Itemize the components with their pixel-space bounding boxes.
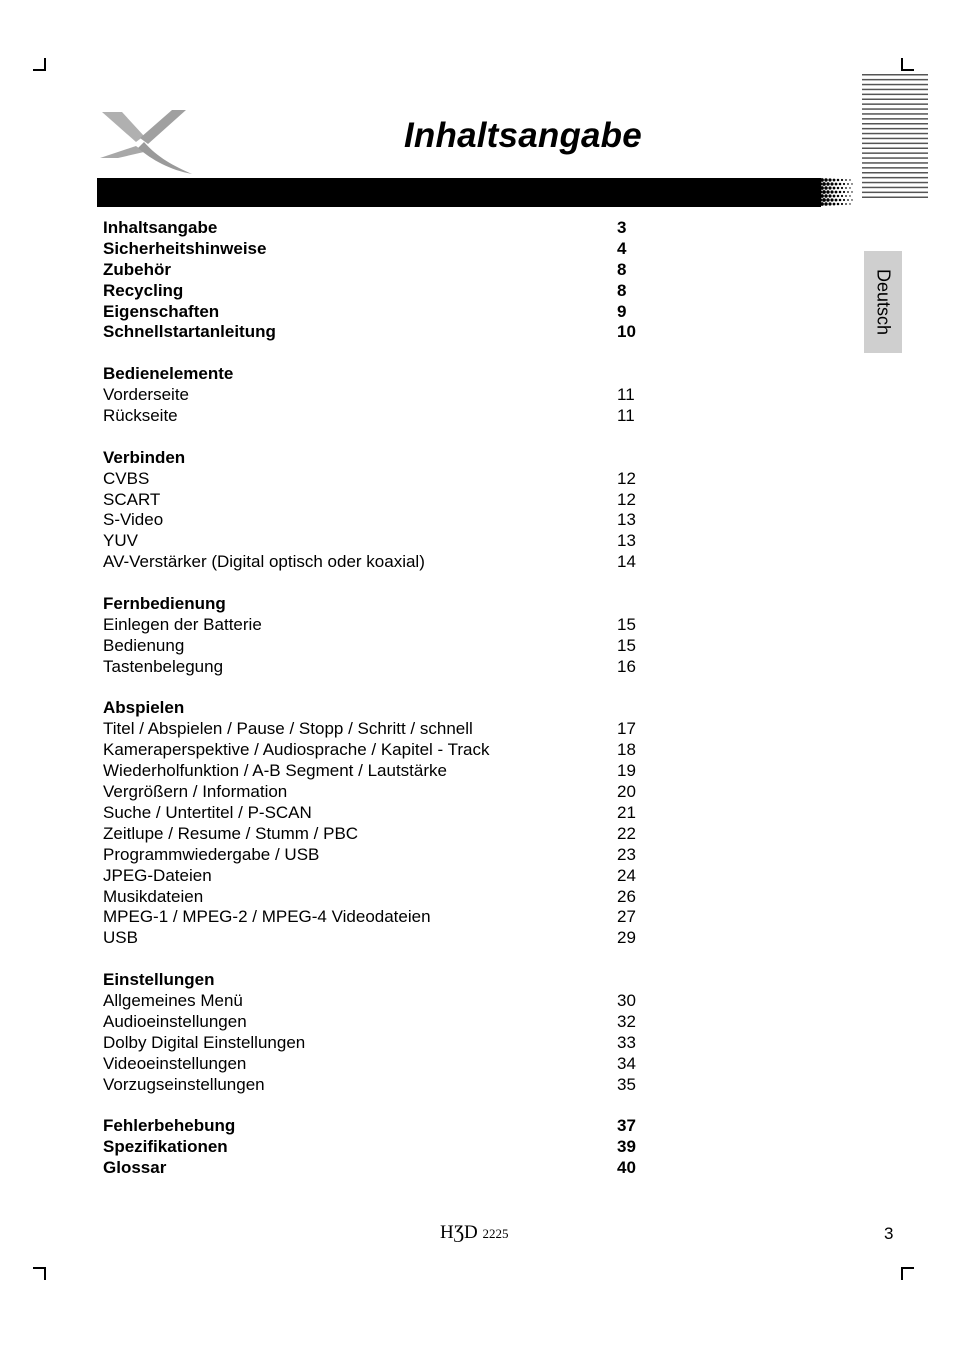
toc-group-gap [103, 573, 663, 594]
toc-entry-label: Fernbedienung [103, 594, 226, 614]
toc-entry-page: 32 [617, 1011, 636, 1031]
toc-entry-label: Eigenschaften [103, 301, 220, 321]
toc-entry-page: 11 [617, 406, 635, 426]
stripe-line [862, 192, 928, 194]
stripe-line [862, 197, 928, 199]
dot [841, 195, 843, 197]
dot [847, 191, 849, 193]
dot [839, 183, 842, 186]
stripe-line [862, 157, 928, 159]
toc-group-gap [103, 678, 663, 699]
toc-entry [103, 322, 663, 343]
toc-entry-label: Fehlerbehebung [103, 1116, 236, 1136]
dot [833, 179, 836, 182]
toc-entry [103, 824, 663, 845]
toc-entry-page: 30 [617, 990, 636, 1010]
toc-entry-page: 23 [617, 844, 636, 864]
dot [835, 191, 838, 194]
stripe-line [862, 177, 928, 179]
toc-entry-label: Kameraperspektive / Audiosprache / Kapitel - Track [103, 740, 490, 760]
toc-entry-label: Glossar [103, 1158, 167, 1178]
dot [830, 190, 833, 193]
dot [849, 187, 850, 188]
dot [826, 198, 830, 202]
toc-entry-label: Tastenbelegung [103, 656, 224, 676]
toc-entry-page: 14 [617, 552, 636, 572]
dot [816, 194, 820, 198]
dot [818, 190, 822, 194]
toc-entry [103, 991, 663, 1012]
model-name [440, 1222, 508, 1244]
dot [833, 195, 836, 198]
toc-entry [103, 531, 663, 552]
toc-entry [103, 928, 663, 949]
stripe-line [862, 167, 928, 169]
dot [835, 183, 838, 186]
dot [830, 182, 833, 185]
toc-group-gap [103, 343, 663, 364]
dot [822, 198, 826, 202]
dot [845, 203, 847, 205]
stripe-line [862, 108, 928, 110]
toc-entry-page: 29 [617, 928, 636, 948]
dot [837, 179, 840, 182]
toc-entry [103, 302, 663, 323]
toc-entry-page: 12 [617, 468, 636, 488]
dot [824, 194, 828, 198]
toc-entry-page: 11 [617, 385, 635, 405]
toc-entry [103, 636, 663, 657]
stripe-line [862, 172, 928, 174]
dot [841, 203, 843, 205]
dot [828, 202, 831, 205]
page-number: 3 [884, 1224, 894, 1243]
toc-entry-page: 39 [617, 1137, 636, 1157]
toc-entry [103, 594, 663, 615]
toc-entry-label: Vergrößern / Information [103, 782, 288, 802]
toc-entry-page: 15 [617, 635, 636, 655]
toc-entry-page: 19 [617, 761, 636, 781]
toc-entry [103, 385, 663, 406]
dot [826, 190, 830, 194]
toc-entry [103, 845, 663, 866]
model-number: 2225 [482, 1226, 509, 1241]
stripe-line [862, 148, 928, 150]
toc-entry-label: Inhaltsangabe [103, 218, 218, 237]
stripe-line [862, 118, 928, 120]
toc-entry-page: 33 [617, 1032, 636, 1052]
toc-entry-label: YUV [103, 531, 138, 551]
toc-entry-page: 35 [617, 1074, 636, 1094]
dot [835, 199, 838, 202]
dot [820, 194, 824, 198]
dot [822, 182, 826, 186]
dot [845, 195, 847, 197]
toc-group-gap [103, 949, 663, 970]
dot [845, 179, 847, 181]
toc-entry [103, 1137, 663, 1158]
toc-entry [103, 406, 663, 427]
toc-entry-page: 8 [617, 280, 627, 300]
toc-entry [103, 887, 663, 908]
toc-entry [103, 970, 663, 991]
toc-entry-label: USB [103, 928, 138, 948]
toc-entry-label: Vorderseite [103, 385, 189, 405]
toc-entry [103, 866, 663, 887]
stripe-line [862, 79, 928, 81]
dot [826, 182, 830, 186]
stripe-line [862, 84, 928, 86]
toc-entry-label: Wiederholfunktion / A-B Segment / Lautstärke [103, 761, 447, 781]
toc-entry [103, 1033, 663, 1054]
toc-entry [103, 239, 663, 260]
toc-entry-page: 17 [617, 719, 636, 739]
language-tab [864, 251, 902, 353]
toc-entry [103, 552, 663, 573]
stripe-line [862, 133, 928, 135]
toc-entry [103, 740, 663, 761]
toc-entry-page: 20 [617, 782, 636, 802]
toc-entry-label: Dolby Digital Einstellungen [103, 1032, 306, 1052]
dot [833, 203, 836, 206]
dot [839, 199, 842, 202]
toc-entry [103, 761, 663, 782]
toc-entry-label: Abspielen [103, 698, 185, 718]
stripe-line [862, 74, 928, 76]
dot [828, 186, 831, 189]
toc-entry-label: Audioeinstellungen [103, 1011, 247, 1031]
toc-entry [103, 281, 663, 302]
dot [839, 191, 842, 194]
dot [837, 195, 840, 198]
stripe-line [862, 94, 928, 96]
dot [824, 186, 828, 190]
stripe-line [862, 162, 928, 164]
dot [849, 179, 850, 180]
stripe-line [862, 113, 928, 115]
stripe-line [862, 89, 928, 91]
toc-entry-label: Recycling [103, 280, 184, 300]
dot [847, 199, 849, 201]
toc-entry-page: 13 [617, 531, 636, 551]
toc-entry-page: 13 [617, 510, 636, 530]
toc-entry-label: Sicherheitshinweise [103, 238, 267, 258]
toc-entry [103, 803, 663, 824]
dot [851, 199, 852, 200]
dot [843, 199, 845, 201]
toc-group-gap [103, 427, 663, 448]
toc-entry-label: Zeitlupe / Resume / Stumm / PBC [103, 823, 359, 843]
toc-entry-page: 15 [617, 614, 636, 634]
toc-entry [103, 1075, 663, 1096]
toc-entry [103, 1158, 663, 1179]
toc-entry-label: CVBS [103, 468, 150, 488]
toc-entry [103, 1012, 663, 1033]
stripe-line [862, 187, 928, 189]
toc-entry-page: 34 [617, 1053, 636, 1073]
dot [816, 186, 820, 190]
model-prefix: HƷD [440, 1222, 478, 1243]
toc-entry [103, 907, 663, 928]
toc-entry-label: Bedienelemente [103, 364, 234, 384]
toc-entry-page: 40 [617, 1158, 636, 1178]
dot [830, 198, 833, 201]
dot [849, 195, 850, 196]
dot [833, 187, 836, 190]
dot [818, 182, 822, 186]
dot [818, 198, 822, 202]
toc-entry [103, 1116, 663, 1137]
dot [843, 191, 845, 193]
header-bar-dot-pattern [815, 178, 853, 207]
toc-entry-label: Verbinden [103, 447, 186, 467]
toc-entry-label: Zubehör [103, 259, 171, 279]
toc-entry-label: Vorzugseinstellungen [103, 1074, 265, 1094]
dot [851, 183, 852, 184]
toc-entry-label: Titel / Abspielen / Pause / Stopp / Schritt / schnell [103, 719, 473, 739]
toc-entry-label: Musikdateien [103, 886, 204, 906]
dot [841, 179, 843, 181]
toc-entry [103, 490, 663, 511]
dot [837, 203, 840, 206]
toc-entry-page: 18 [617, 740, 636, 760]
toc-entry [103, 1054, 663, 1075]
toc-entry [103, 260, 663, 281]
toc-entry [103, 698, 663, 719]
dot [820, 186, 824, 190]
toc-entry-page: 8 [617, 259, 627, 279]
stripe-line [862, 103, 928, 105]
stripe-line [862, 128, 928, 129]
stripe-line [862, 182, 928, 184]
dot [851, 191, 852, 192]
toc-entry-page: 24 [617, 865, 636, 885]
toc-entry-page: 16 [617, 656, 636, 676]
margin-stripe-pattern [862, 72, 928, 200]
dot [820, 178, 824, 182]
stripe-line [862, 152, 928, 154]
toc-entry-label: S-Video [103, 510, 164, 530]
toc-entry-label: Einstellungen [103, 970, 215, 990]
toc-entry-label: MPEG-1 / MPEG-2 / MPEG-4 Videodateien [103, 907, 431, 927]
dot [822, 190, 826, 194]
stripe-line [862, 143, 928, 145]
dot [816, 178, 820, 182]
toc-entry [103, 719, 663, 740]
dot [824, 178, 828, 182]
toc-entry [103, 364, 663, 385]
toc-entry-page: 3 [617, 218, 627, 237]
toc-entry-page: 9 [617, 301, 627, 321]
dot [841, 187, 843, 189]
stripe-line [862, 123, 928, 125]
toc-entry-label: AV-Verstärker (Digital optisch oder koaxial) [103, 552, 425, 572]
stripe-line [862, 99, 928, 101]
toc-entry [103, 615, 663, 636]
toc-entry-page: 37 [617, 1116, 636, 1136]
dot [845, 187, 847, 189]
dot [843, 183, 845, 185]
toc-entry [103, 782, 663, 803]
toc-entry-page: 26 [617, 886, 636, 906]
toc-entry-label: JPEG-Dateien [103, 865, 212, 885]
dot [820, 202, 824, 206]
table-of-contents [103, 218, 663, 1179]
toc-entry [103, 657, 663, 678]
dot [828, 194, 831, 197]
toc-entry-label: Schnellstartanleitung [103, 322, 276, 342]
toc-entry-label: Bedienung [103, 635, 185, 655]
toc-entry-label: Videoeinstellungen [103, 1053, 247, 1073]
toc-entry [103, 510, 663, 531]
toc-entry-label: Programmwiedergabe / USB [103, 844, 320, 864]
toc-entry-label: Einlegen der Batterie [103, 614, 262, 634]
toc-entry-page: 10 [617, 322, 636, 342]
toc-entry-page: 27 [617, 907, 636, 927]
language-tab-label: Deutsch [873, 268, 894, 336]
toc-entry [103, 218, 663, 239]
toc-entry-label: Rückseite [103, 406, 178, 426]
toc-entry-label: Allgemeines Menü [103, 990, 243, 1010]
dot [824, 202, 828, 206]
dot [849, 203, 850, 204]
stripe-line [862, 138, 928, 140]
toc-entry-label: Suche / Untertitel / P-SCAN [103, 802, 312, 822]
page-title: Inhaltsangabe [404, 116, 642, 155]
toc-entry [103, 448, 663, 469]
dot [837, 187, 840, 190]
toc-entry-label: Spezifikationen [103, 1137, 228, 1157]
brand-logo [96, 108, 194, 176]
dot [816, 202, 820, 206]
toc-entry-page: 22 [617, 823, 636, 843]
header-bar [97, 178, 821, 207]
dot [828, 178, 831, 181]
dot [847, 183, 849, 185]
toc-group-gap [103, 1095, 663, 1116]
toc-entry-label: SCART [103, 489, 161, 509]
toc-entry [103, 469, 663, 490]
toc-entry-page: 12 [617, 489, 636, 509]
toc-entry-page: 4 [617, 238, 627, 258]
toc-entry-page: 21 [617, 802, 636, 822]
